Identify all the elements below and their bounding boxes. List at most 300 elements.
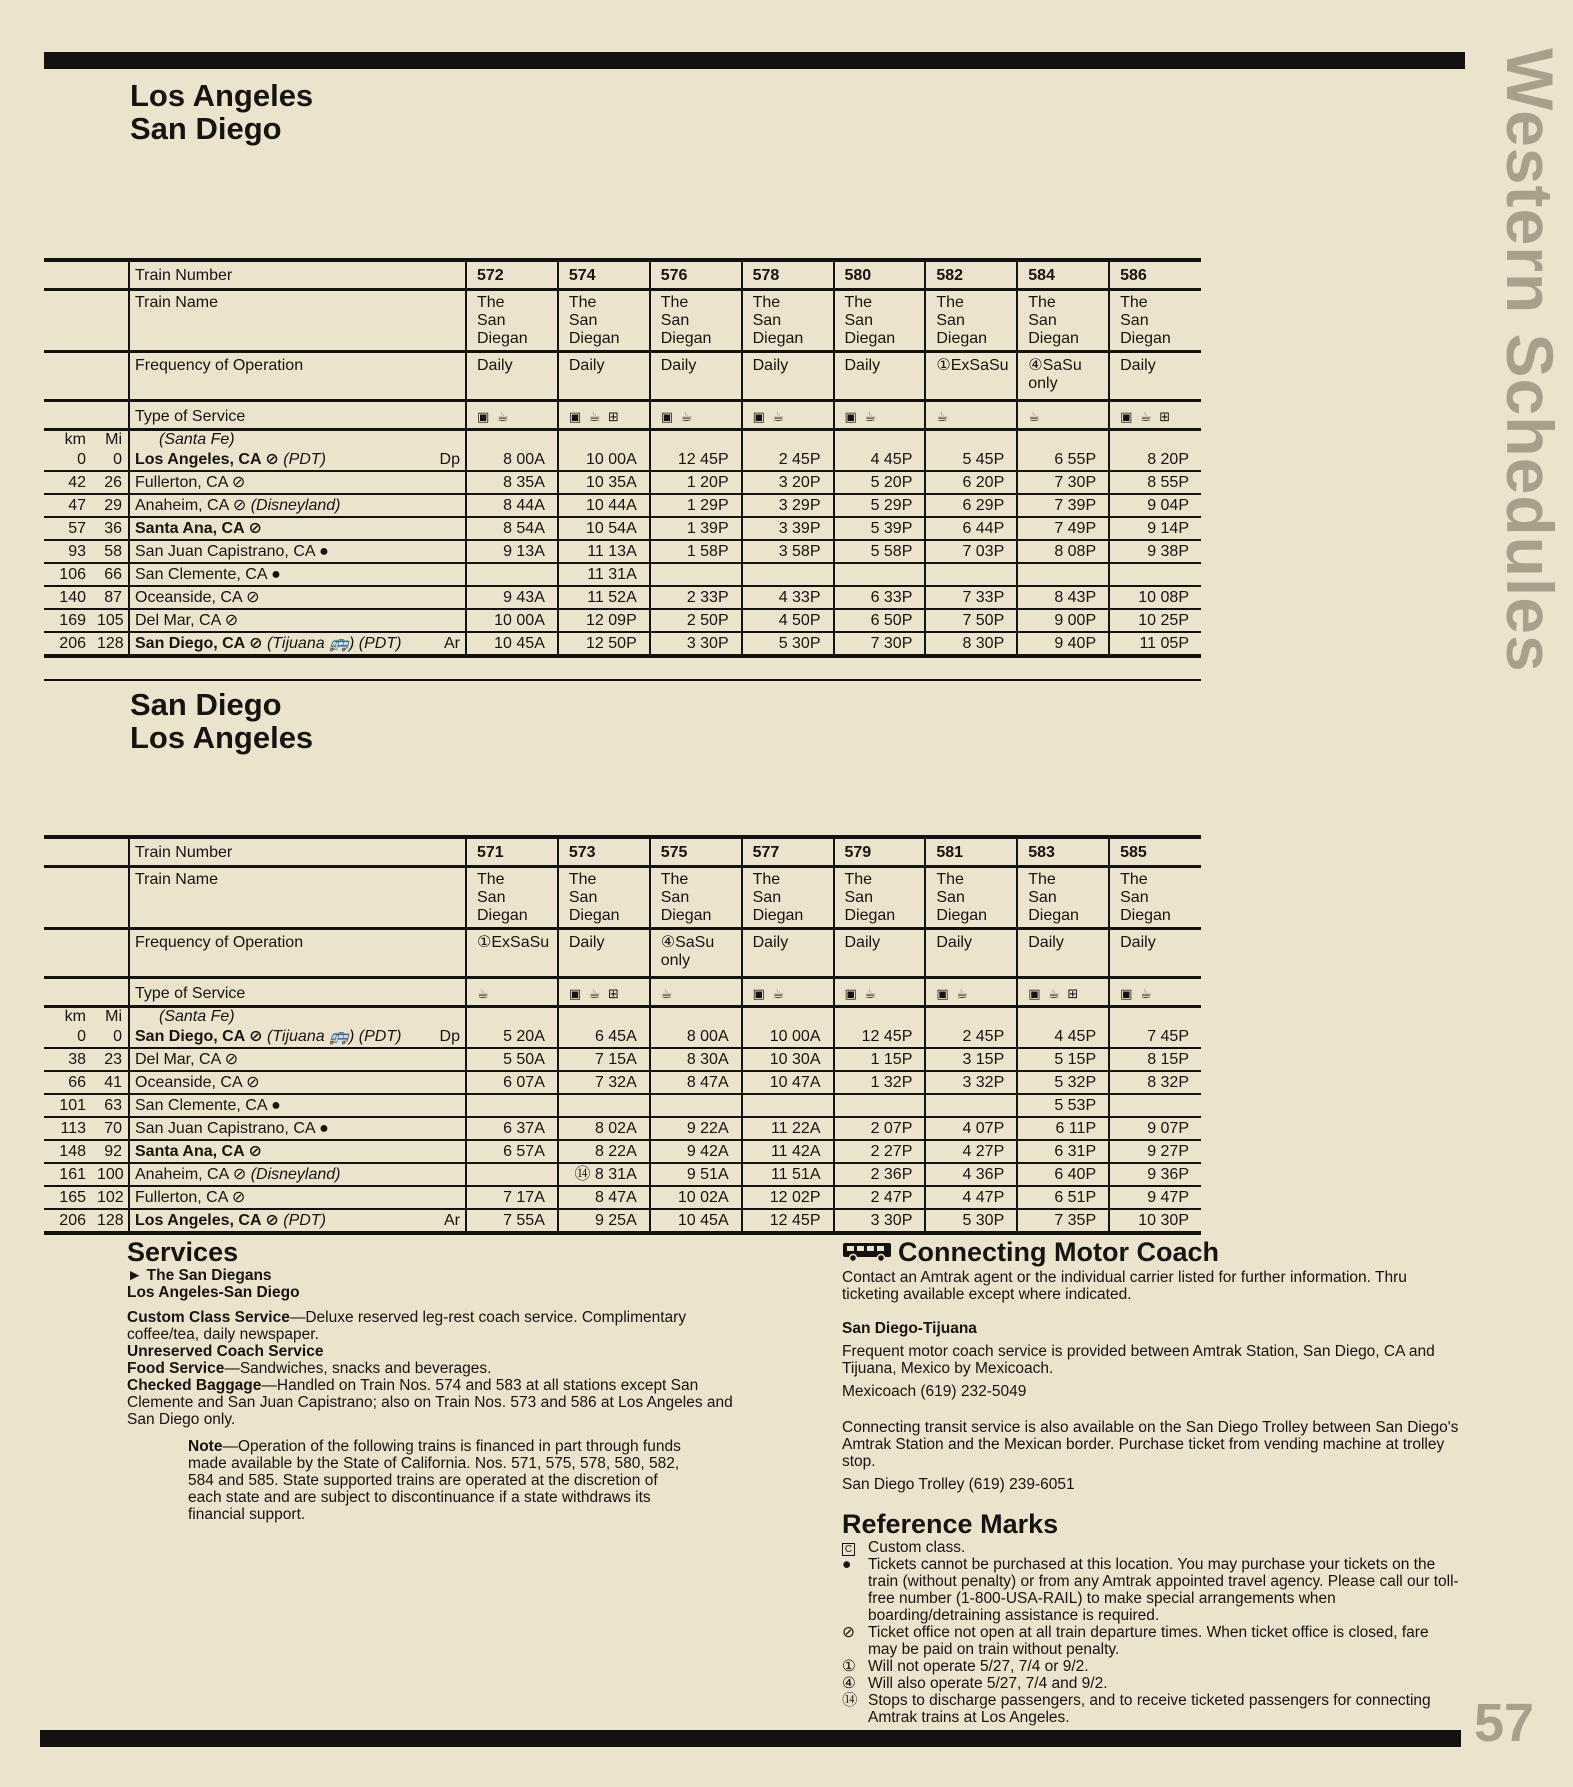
time-cell <box>742 1094 834 1117</box>
stop-km: 148 <box>44 1140 92 1163</box>
time-cell: 8 22A <box>558 1140 650 1163</box>
list-item <box>842 1658 1462 1675</box>
time-cell: 6 44P <box>925 517 1017 540</box>
time-cell: 4 27P <box>925 1140 1017 1163</box>
service-icons: ▣ ☕ <box>1120 986 1154 1001</box>
header-row-name <box>44 867 1201 929</box>
time-cell: 3 39P <box>742 517 834 540</box>
stop-km: 93 <box>44 540 92 563</box>
direction-label: Ar <box>444 635 460 652</box>
station-name: San Diego, CA ⊘ <box>135 1028 263 1045</box>
section2-title-line2: Los Angeles <box>130 720 314 755</box>
train-service-cell <box>1017 401 1109 430</box>
timetable-la-to-sd <box>44 258 1201 658</box>
time-cell <box>834 1094 926 1117</box>
services-route: Los Angeles-San Diego <box>127 1284 300 1301</box>
stop-name-left <box>135 1026 401 1047</box>
train-freq-cell: Daily <box>742 929 834 978</box>
stop-mi: 128 <box>92 1209 129 1233</box>
stop-name-left <box>135 472 245 493</box>
time-cell: 5 39P <box>834 517 926 540</box>
stop-name-wrap <box>135 1095 460 1116</box>
time-cell: 8 30A <box>650 1048 742 1071</box>
section1-title-line2: San Diego <box>130 111 282 146</box>
time-cell: 3 30P <box>834 1209 926 1233</box>
custom-class-icon: C <box>842 1543 855 1556</box>
train-service-cell <box>834 978 926 1007</box>
train-name-cell: The San Diegan <box>1109 290 1201 352</box>
time-cell: 3 30P <box>650 632 742 656</box>
train-freq-cell: Daily <box>650 352 742 401</box>
station-name: Fullerton, CA ⊘ <box>135 474 246 491</box>
stop-name-wrap <box>135 1187 460 1208</box>
table-row <box>44 449 1201 471</box>
railroad-name: (Santa Fe) <box>159 431 235 448</box>
reference-marks-list <box>842 1539 1462 1726</box>
header-row-freq <box>44 352 1201 401</box>
stop-name-cell <box>129 1117 466 1140</box>
time-cell: 6 11P <box>1017 1117 1109 1140</box>
train-name-cell: The San Diegan <box>925 290 1017 352</box>
stop-name-left <box>135 610 238 631</box>
time-cell: 10 54A <box>558 517 650 540</box>
stop-km: 0 <box>44 449 92 471</box>
time-cell: 6 51P <box>1017 1186 1109 1209</box>
time-cell: 5 45P <box>925 449 1017 471</box>
stop-km: 101 <box>44 1094 92 1117</box>
time-cell: 5 29P <box>834 494 926 517</box>
service-icons: ☕ <box>1028 409 1042 424</box>
train-number-cell: 584 <box>1017 260 1109 290</box>
direction-label: Ar <box>444 1212 460 1229</box>
reference-mark: ⊘ <box>842 1623 855 1641</box>
stop-name-wrap <box>135 1049 460 1070</box>
services-heading: Services <box>127 1237 239 1267</box>
stop-mi: 66 <box>92 563 129 586</box>
train-number-cell: 576 <box>650 260 742 290</box>
train-freq-cell: Daily <box>1109 929 1201 978</box>
stop-km: 0 <box>44 1026 92 1048</box>
time-cell: 8 44A <box>466 494 558 517</box>
arrow-icon: ► <box>127 1267 143 1284</box>
train-number-cell: 577 <box>742 837 834 867</box>
time-cell: 7 33P <box>925 586 1017 609</box>
service-baggage <box>127 1377 754 1428</box>
stop-name-left <box>135 1210 326 1231</box>
train-name-cell: The San Diegan <box>466 290 558 352</box>
stop-name-cell <box>129 586 466 609</box>
time-cell: 2 45P <box>925 1026 1017 1048</box>
railroad-label <box>129 430 466 450</box>
table-row <box>44 1186 1201 1209</box>
section1-title-line1: Los Angeles <box>130 78 314 113</box>
reference-mark: ⑭ <box>842 1691 858 1709</box>
train-number-cell: 572 <box>466 260 558 290</box>
stop-name-wrap <box>135 564 460 585</box>
time-cell: 8 15P <box>1109 1048 1201 1071</box>
reference-marks-heading: Reference Marks <box>842 1508 1059 1539</box>
reference-mark <box>842 1539 868 1556</box>
stop-name-left <box>135 564 281 585</box>
side-title: Western Schedules <box>1493 48 1567 673</box>
empty-cell <box>834 1007 926 1027</box>
time-cell: 8 00A <box>466 449 558 471</box>
stop-name-wrap <box>135 1072 460 1093</box>
list-item <box>842 1539 1462 1556</box>
note-term: Note <box>188 1438 223 1455</box>
stop-km: 106 <box>44 563 92 586</box>
stop-name-cell <box>129 517 466 540</box>
reference-text: Custom class. <box>868 1538 966 1556</box>
list-item <box>842 1556 1462 1624</box>
table-row <box>44 517 1201 540</box>
time-cell: 10 00A <box>558 449 650 471</box>
time-cell: 9 27P <box>1109 1140 1201 1163</box>
time-cell: 1 15P <box>834 1048 926 1071</box>
train-freq-cell: Daily <box>1017 929 1109 978</box>
station-name: Los Angeles, CA ⊘ <box>135 1212 279 1229</box>
table-row <box>44 586 1201 609</box>
time-cell: 2 33P <box>650 586 742 609</box>
station-name: Fullerton, CA ⊘ <box>135 1189 246 1206</box>
service-icons: ▣ ☕ <box>660 409 695 424</box>
stop-name-wrap <box>135 541 460 562</box>
train-service-cell <box>650 401 742 430</box>
reference-text: Tickets cannot be purchased at this location. You may purchase your tickets on the train (without penalty) or from any Amtrak appointed travel agency. Please call our toll-free number (1-800-USA-RAIL) to make special arrangements when boarding/detraining assistance is required. <box>868 1555 1459 1624</box>
train-number-cell: 573 <box>558 837 650 867</box>
train-freq-cell: Daily <box>834 352 926 401</box>
time-cell: 6 29P <box>925 494 1017 517</box>
empty-cell <box>1109 430 1201 450</box>
time-cell: 7 03P <box>925 540 1017 563</box>
service-icons: ▣ ☕ <box>752 409 787 424</box>
station-name: Del Mar, CA ⊘ <box>135 1051 239 1068</box>
time-cell: 7 17A <box>466 1186 558 1209</box>
header-spacer <box>44 929 129 978</box>
station-name: Anaheim, CA ⊘ <box>135 1166 247 1183</box>
stop-mi: 105 <box>92 609 129 632</box>
time-cell: 7 49P <box>1017 517 1109 540</box>
table-row <box>44 563 1201 586</box>
time-cell: 4 50P <box>742 609 834 632</box>
time-cell: 12 09P <box>558 609 650 632</box>
header-label: Train Name <box>129 867 466 929</box>
stop-mi: 0 <box>92 449 129 471</box>
time-cell: 11 05P <box>1109 632 1201 656</box>
stop-name-wrap <box>135 495 460 516</box>
stop-name-cell <box>129 1186 466 1209</box>
time-cell: 12 45P <box>742 1209 834 1233</box>
train-number-cell: 581 <box>925 837 1017 867</box>
time-cell: 8 02A <box>558 1117 650 1140</box>
route-title: San Diego-Tijuana <box>842 1319 977 1337</box>
time-cell: 5 15P <box>1017 1048 1109 1071</box>
stop-name-wrap <box>135 1164 460 1185</box>
header-label: Frequency of Operation <box>129 352 466 401</box>
time-cell: 8 00A <box>650 1026 742 1048</box>
time-cell: 7 45P <box>1109 1026 1201 1048</box>
table-row <box>44 1071 1201 1094</box>
train-name-cell: The San Diegan <box>1109 867 1201 929</box>
time-cell: 10 25P <box>1109 609 1201 632</box>
time-cell: 3 20P <box>742 471 834 494</box>
km-label: km <box>64 431 86 448</box>
stop-name-cell <box>129 449 466 471</box>
stop-mi: 23 <box>92 1048 129 1071</box>
table-row <box>44 1094 1201 1117</box>
service-term: Checked Baggage <box>127 1377 262 1394</box>
time-cell: 9 47P <box>1109 1186 1201 1209</box>
section2-title-line1: San Diego <box>130 687 282 722</box>
route-text: Frequent motor coach service is provided between Amtrak Station, San Diego, CA and Tijuana, Mexico by Mexicoach. <box>842 1342 1435 1377</box>
service-icons: ▣ ☕ <box>844 986 879 1001</box>
time-cell: 9 00P <box>1017 609 1109 632</box>
stop-name-left <box>135 1095 281 1116</box>
time-cell <box>1109 563 1201 586</box>
stop-name-left <box>135 1118 329 1139</box>
station-note: (PDT) <box>283 451 326 468</box>
time-cell: 9 40P <box>1017 632 1109 656</box>
stop-mi: 36 <box>92 517 129 540</box>
empty-cell <box>558 430 650 450</box>
stop-name-wrap <box>135 472 460 493</box>
train-number-cell: 585 <box>1109 837 1201 867</box>
station-name: Santa Ana, CA ⊘ <box>135 520 262 537</box>
time-cell: 10 44A <box>558 494 650 517</box>
empty-cell <box>834 430 926 450</box>
train-name-cell: The San Diegan <box>1017 867 1109 929</box>
train-freq-cell: Daily <box>558 352 650 401</box>
stop-mi: 41 <box>92 1071 129 1094</box>
stop-mi: 58 <box>92 540 129 563</box>
time-cell: 10 47A <box>742 1071 834 1094</box>
time-cell: 8 47A <box>558 1186 650 1209</box>
time-cell: 12 45P <box>834 1026 926 1048</box>
time-cell: 9 42A <box>650 1140 742 1163</box>
stop-name-wrap <box>135 633 460 654</box>
station-name: San Clemente, CA ● <box>135 1097 281 1114</box>
service-text: —Sandwiches, snacks and beverages. <box>224 1360 492 1377</box>
stop-mi: 63 <box>92 1094 129 1117</box>
stop-km: 165 <box>44 1186 92 1209</box>
train-freq-cell: Daily <box>558 929 650 978</box>
train-service-cell <box>650 978 742 1007</box>
time-cell: 6 33P <box>834 586 926 609</box>
train-name-cell: The San Diegan <box>742 867 834 929</box>
time-cell: 1 58P <box>650 540 742 563</box>
service-icons: ☕ <box>477 986 491 1001</box>
direction-label: Dp <box>439 451 460 468</box>
time-cell: 4 36P <box>925 1163 1017 1186</box>
train-number-cell: 586 <box>1109 260 1201 290</box>
train-service-cell <box>1109 978 1201 1007</box>
reference-text: Ticket office not open at all train departure times. When ticket office is closed, fare may be paid on train without penalty. <box>868 1623 1429 1658</box>
train-freq-cell: ④SaSu only <box>1017 352 1109 401</box>
service-icons: ▣ ☕ <box>752 986 787 1001</box>
time-cell: 1 39P <box>650 517 742 540</box>
time-cell: 1 29P <box>650 494 742 517</box>
table-row <box>44 1163 1201 1186</box>
stop-name-left <box>135 541 329 562</box>
stop-name-left <box>135 1049 238 1070</box>
header-spacer <box>44 352 129 401</box>
table-row <box>44 1140 1201 1163</box>
time-cell: 5 20P <box>834 471 926 494</box>
stop-name-wrap <box>135 1118 460 1139</box>
section-divider <box>44 679 1201 681</box>
time-cell: 8 20P <box>1109 449 1201 471</box>
train-name-cell: The San Diegan <box>558 867 650 929</box>
stop-km: 38 <box>44 1048 92 1071</box>
table-row <box>44 494 1201 517</box>
list-item <box>842 1675 1462 1692</box>
header-spacer <box>44 401 129 430</box>
station-name: Del Mar, CA ⊘ <box>135 612 239 629</box>
stop-km: 206 <box>44 632 92 656</box>
time-cell: 11 31A <box>558 563 650 586</box>
station-name: San Juan Capistrano, CA ● <box>135 1120 329 1137</box>
service-food <box>127 1360 754 1377</box>
time-cell: 7 30P <box>1017 471 1109 494</box>
time-cell: 5 32P <box>1017 1071 1109 1094</box>
list-item <box>842 1624 1462 1658</box>
time-cell: 9 38P <box>1109 540 1201 563</box>
time-cell: 7 15A <box>558 1048 650 1071</box>
list-item <box>842 1692 1462 1726</box>
time-cell: 12 50P <box>558 632 650 656</box>
stop-km: 57 <box>44 517 92 540</box>
time-cell: 10 45A <box>650 1209 742 1233</box>
train-name-cell: The San Diegan <box>834 867 926 929</box>
stop-km: 169 <box>44 609 92 632</box>
train-service-cell <box>1017 978 1109 1007</box>
stop-name-left <box>135 1141 262 1162</box>
train-freq-cell: ①ExSaSu <box>925 352 1017 401</box>
time-cell <box>558 1094 650 1117</box>
stop-name-wrap <box>135 449 460 470</box>
stop-name-left <box>135 449 326 470</box>
reference-mark: ● <box>842 1555 852 1573</box>
stop-km: 113 <box>44 1117 92 1140</box>
train-service-cell <box>558 978 650 1007</box>
time-cell <box>466 1163 558 1186</box>
time-cell: 5 30P <box>925 1209 1017 1233</box>
motor-coach-section <box>842 1237 1462 1726</box>
header-spacer <box>44 867 129 929</box>
time-cell: 6 40P <box>1017 1163 1109 1186</box>
time-cell: 8 08P <box>1017 540 1109 563</box>
km-label: km <box>64 1008 86 1025</box>
service-unreserved <box>127 1343 754 1360</box>
station-note: (Tijuana 🚌) (PDT) <box>266 1028 402 1045</box>
time-cell: 5 50A <box>466 1048 558 1071</box>
reference-text: Stops to discharge passengers, and to receive ticketed passengers for connecting Amtrak trains at Los Angeles. <box>868 1691 1431 1726</box>
time-cell: 8 47A <box>650 1071 742 1094</box>
service-term: Unreserved Coach Service <box>127 1343 324 1360</box>
station-name: San Juan Capistrano, CA ● <box>135 543 329 560</box>
stop-name-wrap <box>135 1026 460 1047</box>
table-row <box>44 1048 1201 1071</box>
time-cell: 12 02P <box>742 1186 834 1209</box>
table-row <box>44 1026 1201 1048</box>
time-cell <box>1109 1094 1201 1117</box>
time-cell: 7 55A <box>466 1209 558 1233</box>
time-cell: 4 45P <box>1017 1026 1109 1048</box>
station-note: (PDT) <box>283 1212 326 1229</box>
train-number-cell: 575 <box>650 837 742 867</box>
service-icons: ▣ ☕ ⊞ <box>568 409 621 424</box>
time-cell: 10 02A <box>650 1186 742 1209</box>
header-label: Type of Service <box>129 401 466 430</box>
empty-cell <box>925 1007 1017 1027</box>
train-freq-cell: Daily <box>925 929 1017 978</box>
mi-label: Mi <box>105 1008 122 1025</box>
time-cell <box>466 563 558 586</box>
station-name: San Diego, CA ⊘ <box>135 635 263 652</box>
train-freq-cell: Daily <box>742 352 834 401</box>
time-cell: 6 57A <box>466 1140 558 1163</box>
service-icons: ▣ ☕ <box>936 986 970 1001</box>
time-cell: 7 39P <box>1017 494 1109 517</box>
stop-mi: 0 <box>92 1026 129 1048</box>
train-name-cell: The San Diegan <box>466 867 558 929</box>
time-cell <box>925 1094 1017 1117</box>
empty-cell <box>558 1007 650 1027</box>
time-cell: 11 22A <box>742 1117 834 1140</box>
stop-mi: 70 <box>92 1117 129 1140</box>
stop-name-left <box>135 518 262 539</box>
time-cell: 11 52A <box>558 586 650 609</box>
station-note: (Disneyland) <box>250 497 341 514</box>
train-service-cell <box>558 401 650 430</box>
services-subheading-row <box>127 1267 754 1284</box>
units-row <box>44 1007 1201 1027</box>
reference-mark: ① <box>842 1657 856 1675</box>
time-cell: 10 30P <box>1109 1209 1201 1233</box>
train-service-cell <box>925 978 1017 1007</box>
service-icons: ▣ ☕ ⊞ <box>568 986 621 1001</box>
empty-cell <box>742 1007 834 1027</box>
reference-text: Will not operate 5/27, 7/4 or 9/2. <box>868 1657 1089 1675</box>
stop-km: 66 <box>44 1071 92 1094</box>
table-row <box>44 632 1201 656</box>
time-cell: 11 13A <box>558 540 650 563</box>
top-rule <box>44 52 1465 69</box>
stop-name-cell <box>129 471 466 494</box>
empty-cell <box>925 430 1017 450</box>
header-spacer <box>44 978 129 1007</box>
stop-name-left <box>135 633 401 654</box>
stop-name-cell <box>129 563 466 586</box>
time-cell: 9 13A <box>466 540 558 563</box>
service-icons: ▣ ☕ <box>844 409 879 424</box>
header-spacer <box>44 837 129 867</box>
train-number-cell: 578 <box>742 260 834 290</box>
services-section <box>127 1237 754 1523</box>
stop-name-cell <box>129 1071 466 1094</box>
time-cell <box>925 563 1017 586</box>
time-cell: 7 30P <box>834 632 926 656</box>
stop-mi: 102 <box>92 1186 129 1209</box>
time-cell: 2 07P <box>834 1117 926 1140</box>
time-cell: 10 30A <box>742 1048 834 1071</box>
stop-name-wrap <box>135 1210 460 1231</box>
train-name-cell: The San Diegan <box>650 867 742 929</box>
stop-name-cell <box>129 1163 466 1186</box>
time-cell: 5 20A <box>466 1026 558 1048</box>
empty-cell <box>466 1007 558 1027</box>
stop-name-wrap <box>135 518 460 539</box>
